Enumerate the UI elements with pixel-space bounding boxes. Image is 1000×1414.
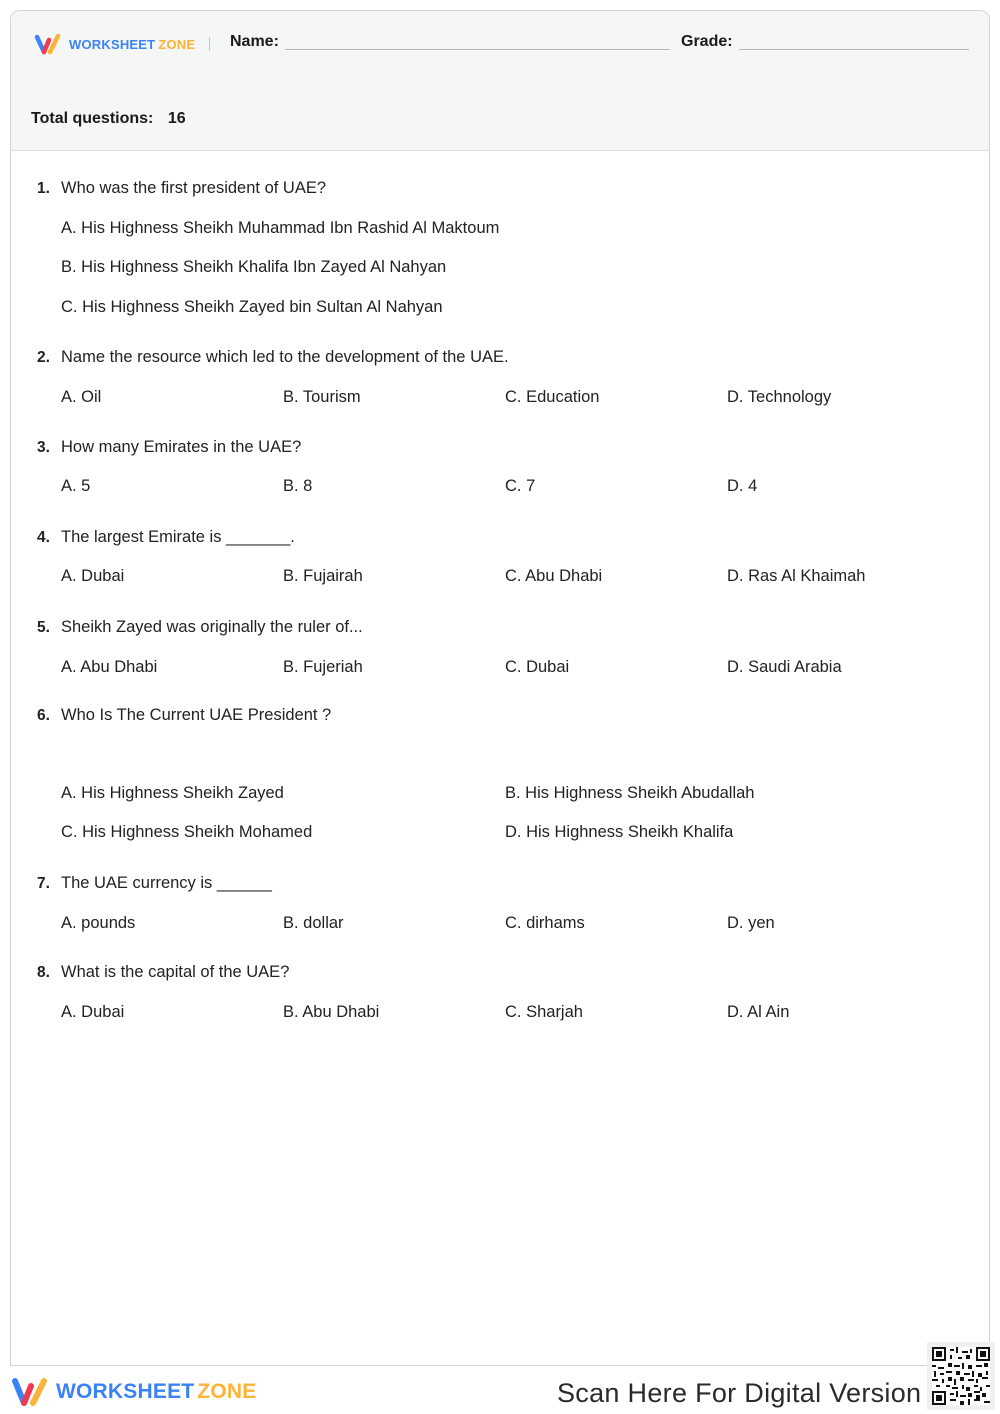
name-input-line[interactable] <box>285 49 670 50</box>
question-number: 7. <box>37 875 50 892</box>
question-text: What is the capital of the UAE? <box>61 963 290 981</box>
question-number: 5. <box>37 619 50 636</box>
option-b[interactable]: B. Abu Dhabi <box>283 1003 380 1021</box>
option-a[interactable]: A. Dubai <box>61 1003 125 1021</box>
option-a[interactable]: A. Dubai <box>61 567 125 585</box>
brand-primary: WORKSHEET <box>69 36 156 52</box>
question-6 <box>37 706 957 846</box>
question-2 <box>37 348 957 408</box>
option-b[interactable]: B. His Highness Sheikh Abudallah <box>505 784 755 802</box>
grade-label: Grade: <box>681 33 733 50</box>
option-a[interactable]: A. Oil <box>61 388 102 406</box>
option-c[interactable]: C. Education <box>505 388 600 406</box>
option-b[interactable]: B. Fujeriah <box>283 658 363 676</box>
footer-brand-primary: WORKSHEET <box>56 1380 195 1403</box>
logo-divider <box>209 37 210 51</box>
option-a[interactable]: A. 5 <box>61 477 91 495</box>
question-3 <box>37 438 957 498</box>
option-a[interactable]: A. His Highness Sheikh Zayed <box>61 784 284 802</box>
worksheet-card <box>10 10 990 1366</box>
worksheet-header <box>11 11 989 151</box>
question-number: 2. <box>37 349 50 366</box>
option-b[interactable]: B. dollar <box>283 914 344 932</box>
question-number: 4. <box>37 529 50 546</box>
question-text: Name the resource which led to the development of the UAE. <box>61 348 509 366</box>
option-b[interactable]: B. 8 <box>283 477 313 495</box>
option-b[interactable]: B. His Highness Sheikh Khalifa Ibn Zayed Al Nahyan <box>61 258 447 276</box>
header-logo <box>33 33 224 55</box>
total-questions-label: Total questions: <box>31 110 154 127</box>
question-5 <box>37 618 957 678</box>
option-d[interactable]: D. Technology <box>727 388 832 406</box>
option-b[interactable]: B. Fujairah <box>283 567 363 585</box>
option-d[interactable]: D. His Highness Sheikh Khalifa <box>505 823 734 841</box>
option-d[interactable]: D. Al Ain <box>727 1003 790 1021</box>
question-7 <box>37 874 957 934</box>
option-c[interactable]: C. Abu Dhabi <box>505 567 603 585</box>
question-text: Who Is The Current UAE President ? <box>61 706 332 724</box>
option-d[interactable]: D. Saudi Arabia <box>727 658 842 676</box>
option-d[interactable]: D. yen <box>727 914 775 932</box>
question-number: 1. <box>37 180 50 197</box>
option-b[interactable]: B. Tourism <box>283 388 361 406</box>
option-c[interactable]: C. dirhams <box>505 914 585 932</box>
worksheet-zone-logo-icon <box>10 1376 52 1408</box>
grade-input-line[interactable] <box>739 49 969 50</box>
brand-name <box>69 37 195 52</box>
brand-secondary: ZONE <box>158 36 196 52</box>
worksheet-zone-logo-icon <box>33 33 65 55</box>
question-number: 8. <box>37 964 50 981</box>
total-questions-value: 16 <box>167 110 186 127</box>
grade-field[interactable] <box>681 33 969 51</box>
qr-code-icon[interactable] <box>927 1342 995 1410</box>
option-c[interactable]: C. 7 <box>505 477 536 495</box>
question-1 <box>37 179 957 319</box>
question-text: How many Emirates in the UAE? <box>61 438 302 456</box>
name-label: Name: <box>230 33 279 50</box>
option-c[interactable]: C. Dubai <box>505 658 570 676</box>
question-text: Sheikh Zayed was originally the ruler of... <box>61 618 363 636</box>
question-number: 6. <box>37 707 50 724</box>
question-number: 3. <box>37 439 50 456</box>
question-text: The UAE currency is ______ <box>61 874 272 892</box>
option-d[interactable]: D. 4 <box>727 477 758 495</box>
scan-here-text: Scan Here For Digital Version <box>557 1378 922 1408</box>
name-field[interactable] <box>230 33 670 51</box>
total-questions <box>31 110 186 128</box>
option-c[interactable]: C. His Highness Sheikh Zayed bin Sultan Al Nahyan <box>61 298 443 316</box>
option-d[interactable]: D. Ras Al Khaimah <box>727 567 866 585</box>
footer-logo <box>10 1376 256 1408</box>
option-a[interactable]: A. pounds <box>61 914 136 932</box>
option-c[interactable]: C. His Highness Sheikh Mohamed <box>61 823 313 841</box>
question-8 <box>37 963 957 1023</box>
option-a[interactable]: A. Abu Dhabi <box>61 658 158 676</box>
question-text: Who was the first president of UAE? <box>61 179 327 197</box>
question-text: The largest Emirate is _______. <box>61 528 295 546</box>
footer-brand-name <box>56 1380 256 1404</box>
question-4 <box>37 528 957 588</box>
footer-brand-secondary: ZONE <box>197 1380 257 1403</box>
option-a[interactable]: A. His Highness Sheikh Muhammad Ibn Rashid Al Maktoum <box>61 219 500 237</box>
option-c[interactable]: C. Sharjah <box>505 1003 583 1021</box>
